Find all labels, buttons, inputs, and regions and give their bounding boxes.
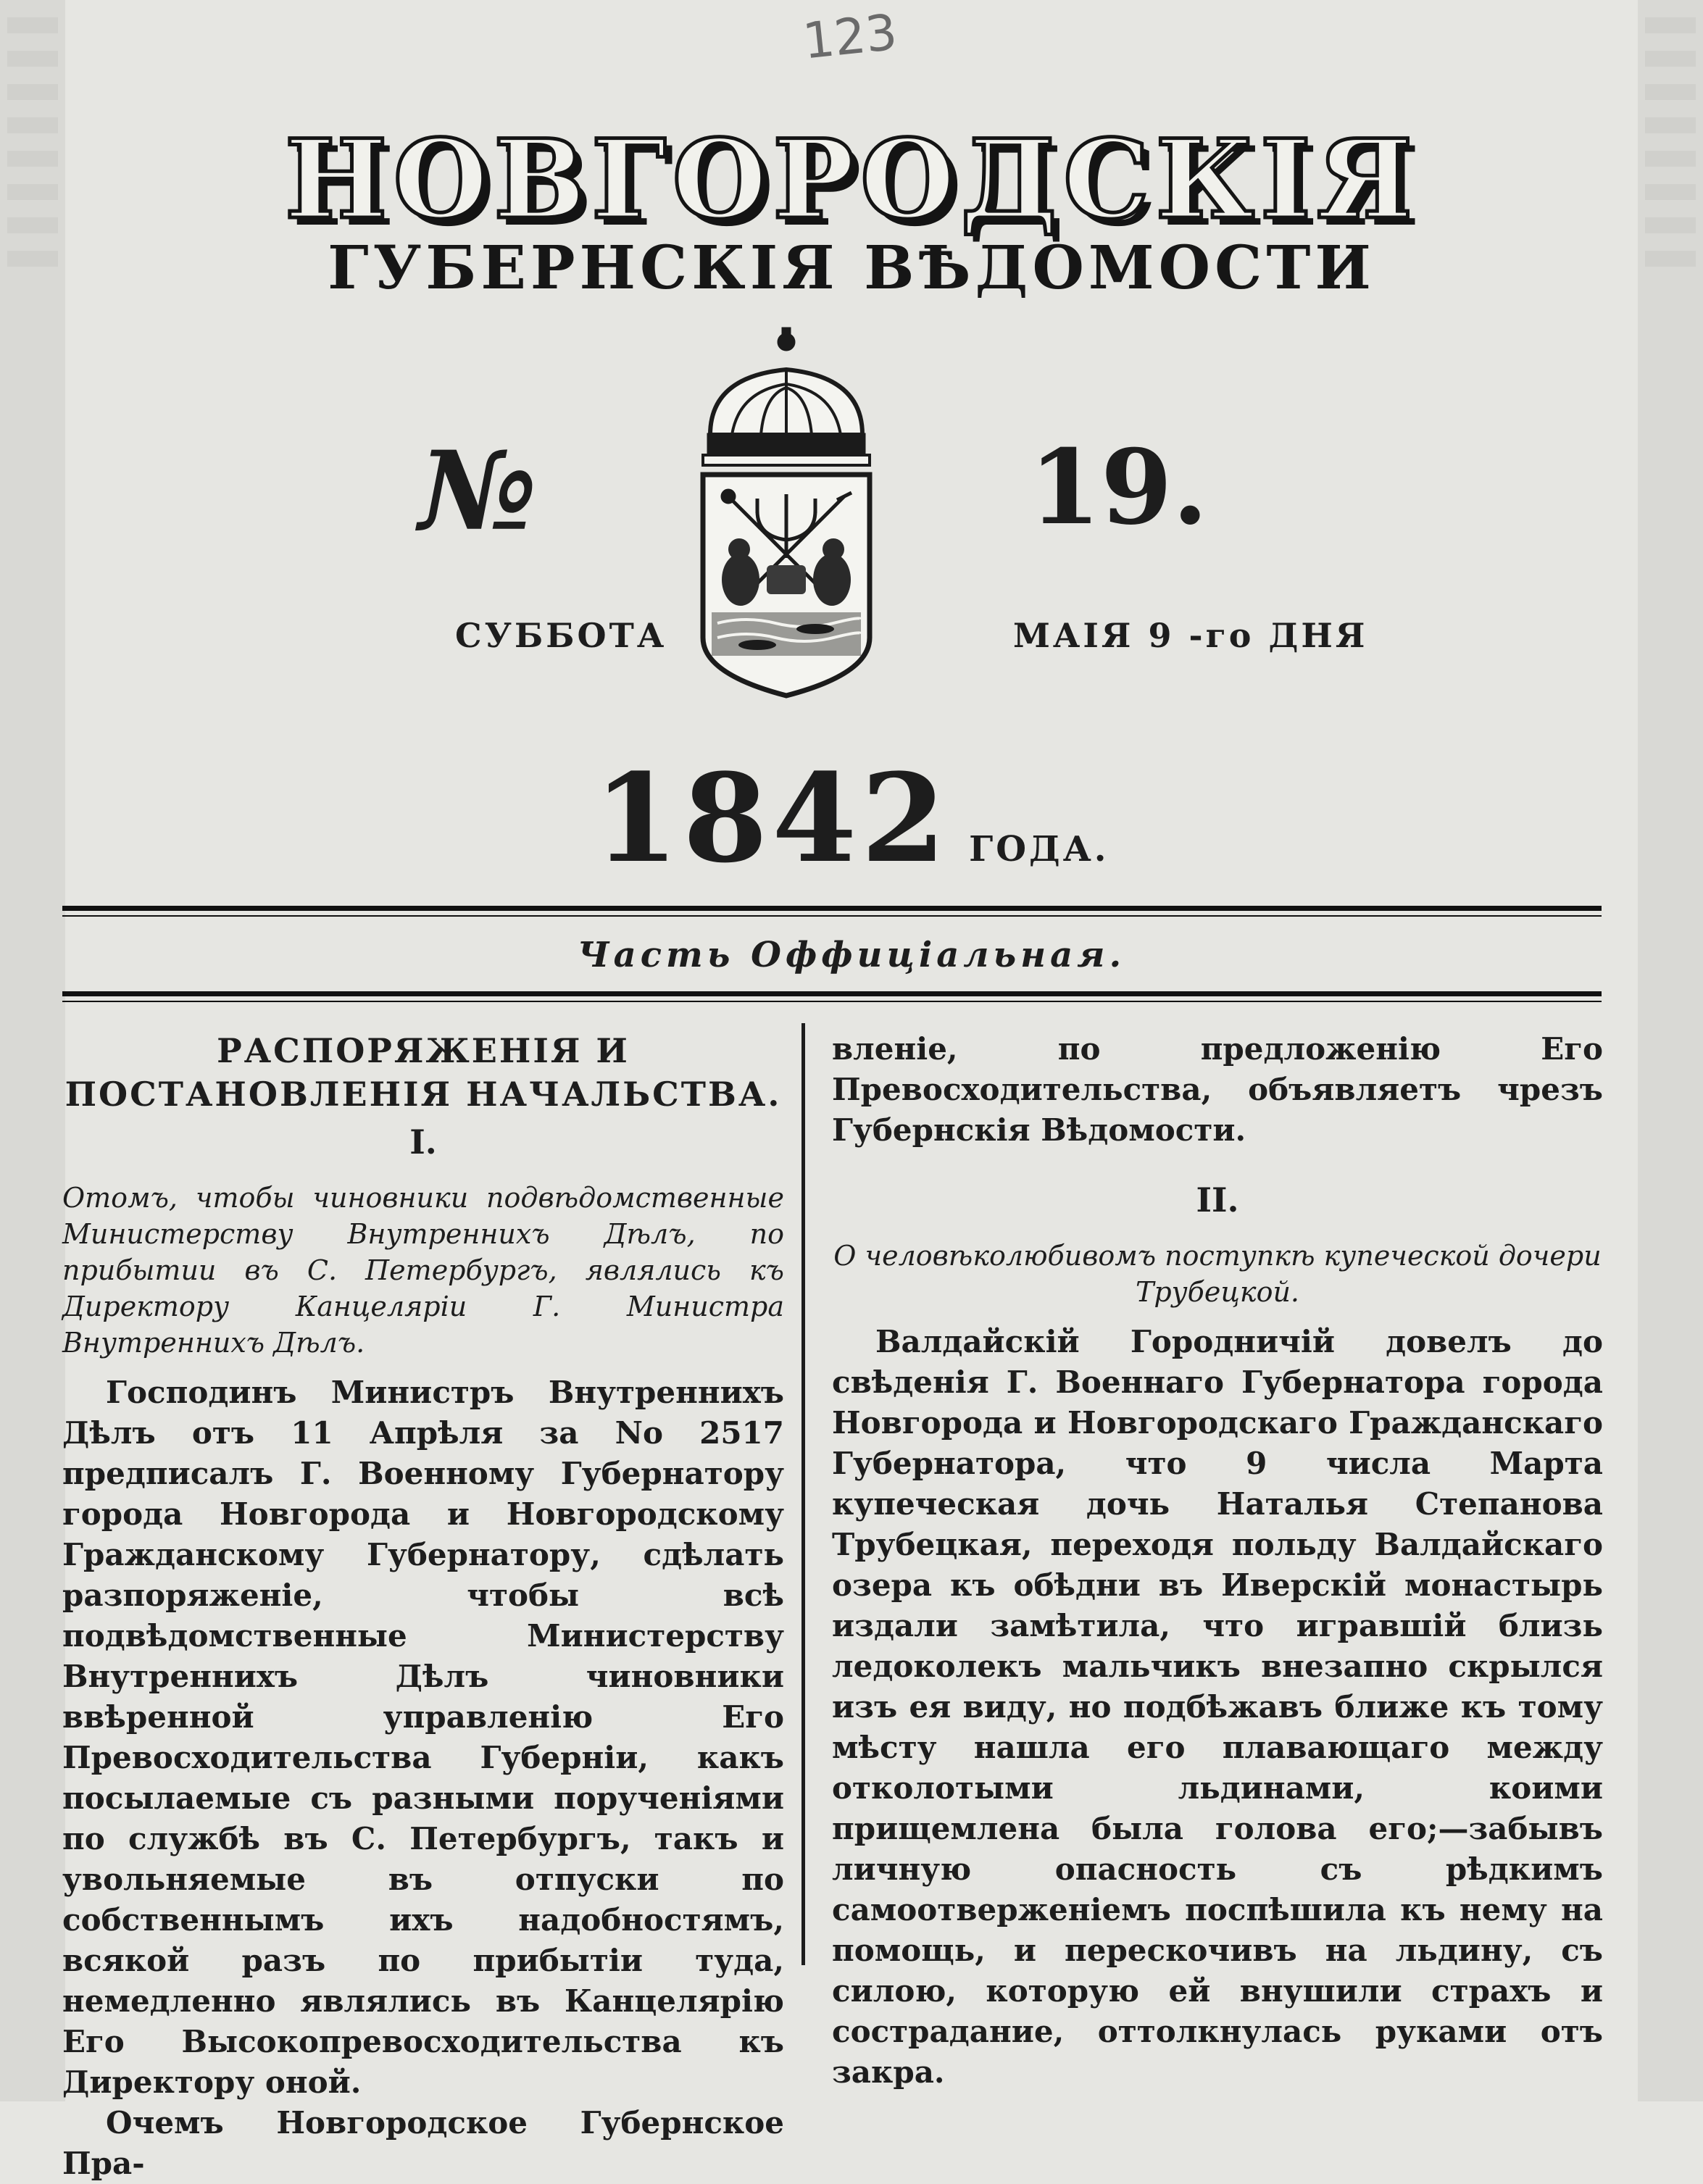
article-1-body-end: вленіе, по предложенію Его Превосходительства, объявляетъ чрезъ Губернскія Вѣдомости. xyxy=(832,1031,1603,1148)
column-divider xyxy=(801,1023,805,1965)
article-2-subject: О человѣколюбивомъ поступкѣ купеческой дочери Трубецкой. xyxy=(833,1240,1602,1308)
right-column xyxy=(832,1029,1603,2093)
top-double-rule xyxy=(62,906,1602,917)
left-column xyxy=(62,1029,784,2184)
section-title: Часть Оффиціальная. xyxy=(577,935,1126,975)
article-1-body-continued: Очемъ Новгородское Губернское Пра- xyxy=(62,2105,784,2181)
issue-date: МАІЯ 9 -го ДНЯ xyxy=(1013,616,1368,655)
bottom-double-rule xyxy=(62,991,1602,1002)
left-page-bleed xyxy=(0,0,65,2101)
year-line xyxy=(0,746,1703,890)
right-page-bleed xyxy=(1638,0,1703,2101)
novgorod-coat-of-arms-icon xyxy=(688,326,884,703)
masthead-title: НОВГОРОДСКІЯ xyxy=(284,116,1419,243)
archive-page-number: 123 xyxy=(800,4,900,71)
article-1-subject: Отомъ, чтобы чиновники подвѣдомственные Министерству Внутреннихъ Дѣлъ, по прибытии въ С. Петербургъ, являлись къ Директору Канцеляріи Г. Министра Внутреннихъ Дѣлъ. xyxy=(62,1182,784,1359)
number-sign: № xyxy=(419,428,538,555)
year-word: ГОДА. xyxy=(969,829,1109,870)
issue-number: 19. xyxy=(1029,428,1209,548)
article-2-body: Валдайскій Городничій довелъ до свѣденія Г. Военнаго Губернатора города Новгорода и Новгородскаго Гражданскаго Губернатора, что 9 числа Марта купеческая дочь Наталья Степанова Трубецкая, переходя польду Валдайскаго озера къ обѣдни въ Иверскій монастырь издали замѣтила, что игравшій близь ледоколекъ мальчикъ внезапно скрылся изъ ея виду, но подбѣжавъ ближе къ тому мѣсту нашла его плавающаго между отколотыми льдинами, коими прищемлена была голова его;—забывъ личную опасность съ рѣдкимъ самоотверженіемъ поспѣшила къ нему на помощь, и перескочивъ на льдину, съ силою, которую ей внушили страхъ и сострадание, оттолкнулась руками отъ закра. xyxy=(832,1324,1603,2090)
article-1-body: Господинъ Министръ Внутреннихъ Дѣлъ отъ 11 Апрѣля за No 2517 предписалъ Г. Военному Губернатору города Новгорода и Новгородскому Гражданскому Губернатору, сдѣлать разпоряженіе, чтобы всѣ подвѣдомственные Министерству Внутреннихъ Дѣлъ чиновники ввѣренной управленію Его Превосходительства Губерніи, какъ посылаемые съ разными порученіями по службѣ въ С. Петербургъ, такъ и увольняемые въ отпуски по собственнымъ ихъ надобностямъ, всякой разъ по прибытіи туда, немедленно являлись въ Канцелярію Его Высокопревосходительства къ Директору оной. xyxy=(62,1375,784,2100)
article-number-2: II. xyxy=(1196,1180,1239,1220)
weekday: СУББОТА xyxy=(455,616,667,655)
masthead-subtitle: ГУБЕРНСКІЯ ВѢДОМОСТИ xyxy=(328,233,1375,303)
issue-year: 1842 xyxy=(594,746,951,890)
left-column-heading: РАСПОРЯЖЕНІЯ И ПОСТАНОВЛЕНІЯ НАЧАЛЬСТВА. xyxy=(64,1031,782,1114)
article-number-1: I. xyxy=(409,1122,437,1162)
